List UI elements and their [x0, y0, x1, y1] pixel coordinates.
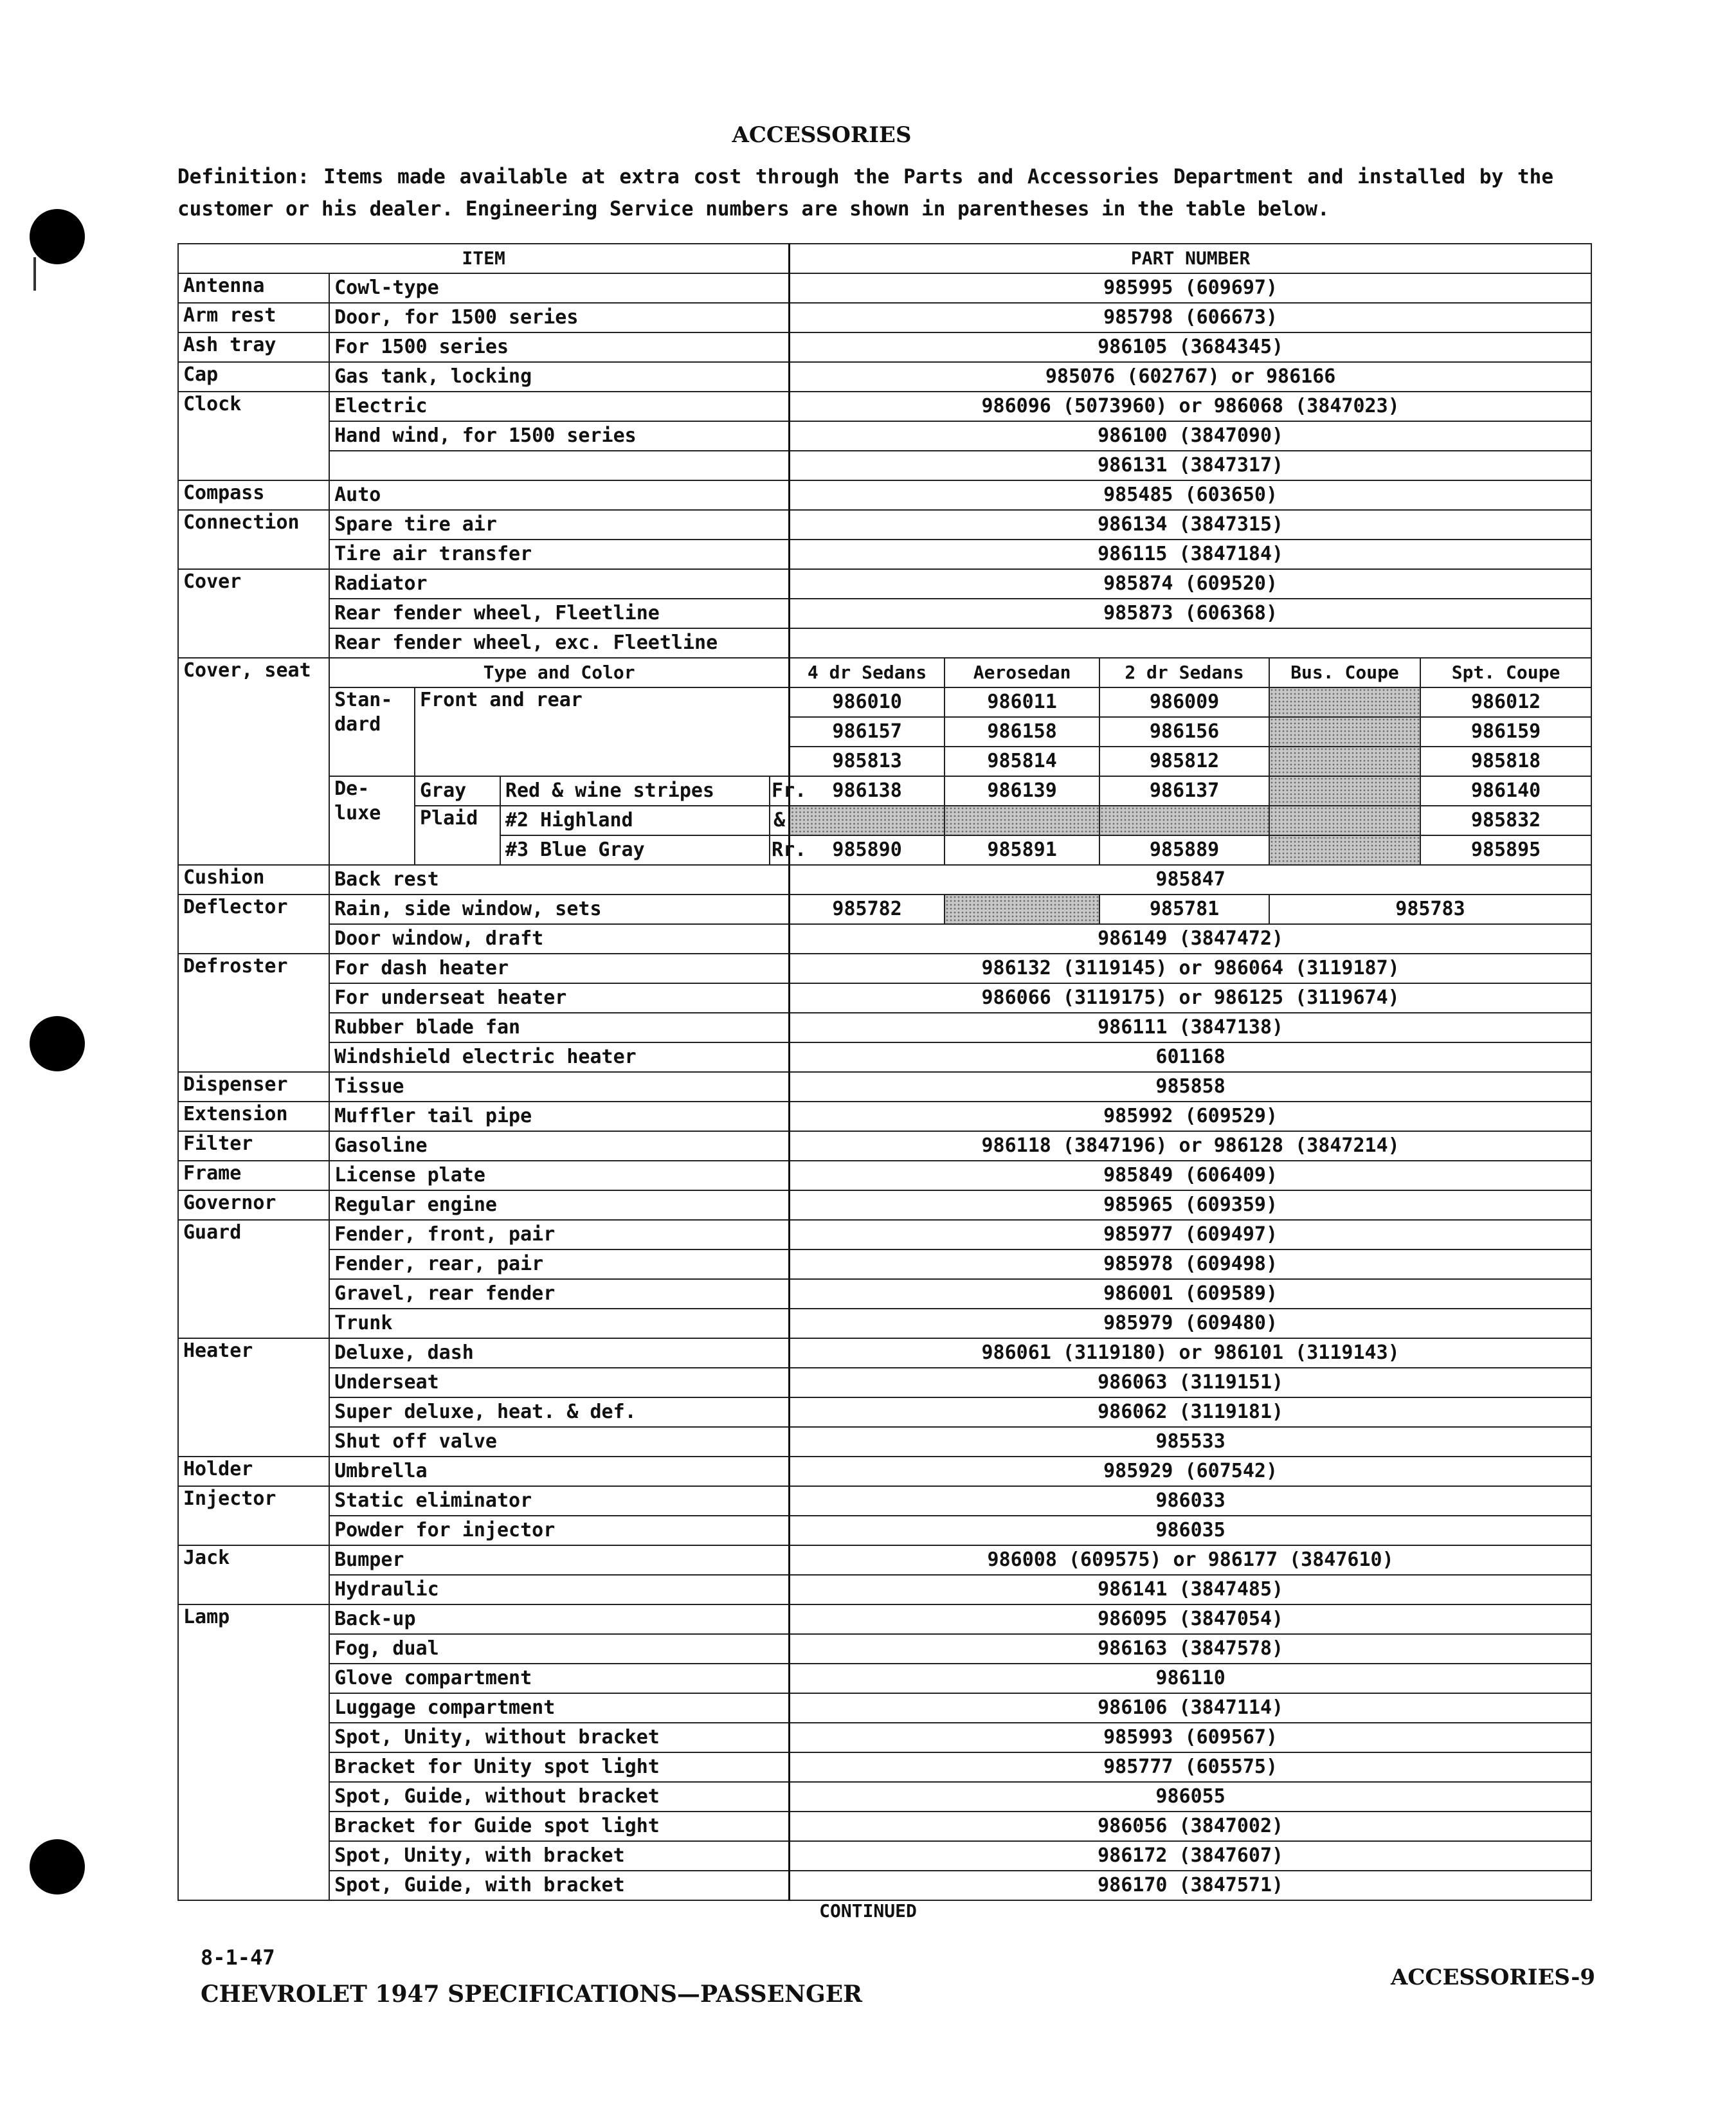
- part-number-cell: 985873 (606368): [790, 599, 1591, 628]
- shaded-cell: [1269, 687, 1420, 717]
- table-row: [178, 1397, 1591, 1427]
- item-description: Cowl-type: [329, 273, 790, 303]
- part-cell: 985818: [1420, 747, 1591, 776]
- part-number-cell: 986062 (3119181): [790, 1397, 1591, 1427]
- item-description: Muffler tail pipe: [329, 1102, 790, 1131]
- table-row: [178, 1841, 1591, 1871]
- table-row: [178, 392, 1591, 421]
- seat-cover-section: [178, 658, 1591, 954]
- part-number-cell: [790, 628, 1591, 658]
- category-cell: Arm rest: [178, 303, 329, 332]
- part-number-cell: 986134 (3847315): [790, 510, 1591, 540]
- item-description: Electric: [329, 392, 790, 421]
- item-description: Bracket for Unity spot light: [329, 1752, 790, 1782]
- item-description: Door, for 1500 series: [329, 303, 790, 332]
- item-description: Rear fender wheel, exc. Fleetline: [329, 628, 790, 658]
- category-cell: Dispenser: [178, 1072, 329, 1102]
- item-description: Gas tank, locking: [329, 362, 790, 392]
- item-description: Spot, Guide, with bracket: [329, 1871, 790, 1900]
- front-rear-label: Front and rear: [415, 687, 790, 776]
- part-number-cell: 986172 (3847607): [790, 1841, 1591, 1871]
- item-description: Gasoline: [329, 1131, 790, 1161]
- table-row: [178, 1693, 1591, 1723]
- table-row: [178, 1072, 1591, 1102]
- part-cell: 986158: [945, 717, 1099, 747]
- item-description: Deluxe, dash: [329, 1338, 790, 1368]
- table-row: [178, 1486, 1591, 1516]
- body-type-header: 2 dr Sedans: [1099, 658, 1269, 687]
- table-row: [178, 1279, 1591, 1309]
- item-description: Gravel, rear fender: [329, 1279, 790, 1309]
- category-cell: Ash tray: [178, 332, 329, 362]
- item-description: Radiator: [329, 569, 790, 599]
- category-cell: Antenna: [178, 273, 329, 303]
- shaded-cell: [790, 806, 945, 835]
- table-row: [178, 1664, 1591, 1693]
- table-row: [178, 1723, 1591, 1752]
- category-cell: Jack: [178, 1545, 329, 1604]
- item-description: Rear fender wheel, Fleetline: [329, 599, 790, 628]
- category-cell: Cushion: [178, 865, 329, 895]
- category-cell: Extension: [178, 1102, 329, 1131]
- table-row: [178, 1368, 1591, 1397]
- item-header: ITEM: [178, 244, 790, 273]
- part-number-cell: 985485 (603650): [790, 480, 1591, 510]
- item-description: Bumper: [329, 1545, 790, 1575]
- category-cell: Injector: [178, 1486, 329, 1545]
- part-number-cell: 986106 (3847114): [790, 1693, 1591, 1723]
- item-description: Spot, Unity, with bracket: [329, 1841, 790, 1871]
- table-row: [178, 540, 1591, 569]
- part-cell: 985781: [1099, 895, 1269, 924]
- item-description: Tire air transfer: [329, 540, 790, 569]
- table-row: [178, 1220, 1591, 1249]
- part-number-cell: 986131 (3847317): [790, 451, 1591, 480]
- type-and-color-header: Type and Color: [329, 658, 790, 687]
- seat-cover-row: [178, 776, 1591, 806]
- item-description: Back-up: [329, 1604, 790, 1634]
- item-description: Fender, rear, pair: [329, 1249, 790, 1279]
- part-cell: 986139: [945, 776, 1099, 806]
- table-row: [178, 303, 1591, 332]
- item-description: Regular engine: [329, 1190, 790, 1220]
- part-number-cell: 985777 (605575): [790, 1752, 1591, 1782]
- category-cell: Guard: [178, 1220, 329, 1338]
- definition-text: Definition: Items made available at extra cost through the Parts and Accessories Department and installed by the customer or his dealer. Engineering Service numbers are shown in parentheses in the table below.: [177, 165, 1553, 221]
- scan-mark: [33, 257, 36, 291]
- ampersand-label: &: [770, 806, 790, 835]
- footer-title: CHEVROLET 1947 SPECIFICATIONS—PASSENGER: [201, 1981, 863, 2008]
- table-row: [178, 1812, 1591, 1841]
- item-description: Hand wind, for 1500 series: [329, 421, 790, 451]
- table-row: [178, 1013, 1591, 1042]
- item-description: Tissue: [329, 1072, 790, 1102]
- table-row: [178, 1604, 1591, 1634]
- part-cell: 986012: [1420, 687, 1591, 717]
- part-cell: 985783: [1269, 895, 1591, 924]
- gray-label: Gray: [415, 776, 500, 806]
- table-row: [178, 983, 1591, 1013]
- part-cell: 986159: [1420, 717, 1591, 747]
- item-description: License plate: [329, 1161, 790, 1190]
- item-description: Spare tire air: [329, 510, 790, 540]
- part-number-cell: 986111 (3847138): [790, 1013, 1591, 1042]
- item-description: For dash heater: [329, 954, 790, 983]
- category-cell: Lamp: [178, 1604, 329, 1900]
- part-number-cell: 985978 (609498): [790, 1249, 1591, 1279]
- category-cell: Compass: [178, 480, 329, 510]
- table-row: [178, 1516, 1591, 1545]
- table-row: [178, 332, 1591, 362]
- accessories-table: [177, 243, 1592, 1901]
- part-number-cell: 986105 (3684345): [790, 332, 1591, 362]
- part-cell: 986010: [790, 687, 945, 717]
- category-cell: Cover, seat: [178, 658, 329, 865]
- table-row: [178, 1871, 1591, 1900]
- part-number-cell: 985533: [790, 1427, 1591, 1457]
- item-description: Door window, draft: [329, 924, 790, 954]
- table-body-b: [178, 954, 1591, 1900]
- part-cell: 986140: [1420, 776, 1591, 806]
- part-cell: 985890: [790, 835, 945, 865]
- item-description: Rubber blade fan: [329, 1013, 790, 1042]
- table-row: [178, 1190, 1591, 1220]
- part-number-cell: 986095 (3847054): [790, 1604, 1591, 1634]
- part-cell: 985812: [1099, 747, 1269, 776]
- part-cell: 986157: [790, 717, 945, 747]
- item-description: Back rest: [329, 865, 790, 895]
- category-cell: Holder: [178, 1457, 329, 1486]
- part-cell: 985891: [945, 835, 1099, 865]
- category-cell: Heater: [178, 1338, 329, 1457]
- item-description: Glove compartment: [329, 1664, 790, 1693]
- shaded-cell: [1269, 776, 1420, 806]
- part-cell: 985782: [790, 895, 945, 924]
- continued-label: CONTINUED: [819, 1900, 917, 1922]
- table-row: [178, 924, 1591, 954]
- table-row: [178, 1249, 1591, 1279]
- part-number-cell: 986141 (3847485): [790, 1575, 1591, 1604]
- table-row: [178, 1545, 1591, 1575]
- body-type-header: 4 dr Sedans: [790, 658, 945, 687]
- part-number-cell: 986061 (3119180) or 986101 (3119143): [790, 1338, 1591, 1368]
- item-description: Underseat: [329, 1368, 790, 1397]
- punch-hole-middle: [30, 1016, 85, 1071]
- shaded-cell: [945, 806, 1099, 835]
- part-number-cell: 985076 (602767) or 986166: [790, 362, 1591, 392]
- part-number-cell: 986163 (3847578): [790, 1634, 1591, 1664]
- part-cell: 985813: [790, 747, 945, 776]
- shaded-cell: [1269, 747, 1420, 776]
- part-number-cell: 601168: [790, 1042, 1591, 1072]
- table-row: [178, 1042, 1591, 1072]
- part-number-cell: 986066 (3119175) or 986125 (3119674): [790, 983, 1591, 1013]
- part-number-cell: 985992 (609529): [790, 1102, 1591, 1131]
- seat-cover-header-row: [178, 658, 1591, 687]
- red-wine-stripes-label: Red & wine stripes: [500, 776, 770, 806]
- item-description: Powder for injector: [329, 1516, 790, 1545]
- part-number-header: PART NUMBER: [790, 244, 1591, 273]
- table-body-a: [178, 273, 1591, 658]
- shaded-cell: [1269, 835, 1420, 865]
- table-row: [178, 895, 1591, 924]
- item-description: Super deluxe, heat. & def.: [329, 1397, 790, 1427]
- table-row: [178, 1634, 1591, 1664]
- deluxe-label: De-luxe: [329, 776, 415, 865]
- part-number-cell: 985847: [790, 865, 1591, 895]
- body-type-header: Aerosedan: [945, 658, 1099, 687]
- category-cell: Cap: [178, 362, 329, 392]
- part-number-cell: 986132 (3119145) or 986064 (3119187): [790, 954, 1591, 983]
- table-row: [178, 1131, 1591, 1161]
- body-type-header: Bus. Coupe: [1269, 658, 1420, 687]
- shaded-cell: [1099, 806, 1269, 835]
- item-description: Windshield electric heater: [329, 1042, 790, 1072]
- punch-hole-bottom: [30, 1839, 85, 1894]
- category-cell: Governor: [178, 1190, 329, 1220]
- blue-gray-label: #3 Blue Gray: [500, 835, 770, 865]
- table-row: [178, 1782, 1591, 1812]
- item-description: For underseat heater: [329, 983, 790, 1013]
- part-cell: 986137: [1099, 776, 1269, 806]
- table-row: [178, 273, 1591, 303]
- part-cell: 986011: [945, 687, 1099, 717]
- item-description: Hydraulic: [329, 1575, 790, 1604]
- part-number-cell: 986118 (3847196) or 986128 (3847214): [790, 1131, 1591, 1161]
- part-number-cell: 985993 (609567): [790, 1723, 1591, 1752]
- table-row: [178, 1575, 1591, 1604]
- part-number-cell: 986008 (609575) or 986177 (3847610): [790, 1545, 1591, 1575]
- revision-date: 8-1-47: [201, 1945, 275, 1970]
- part-number-cell: 986115 (3847184): [790, 540, 1591, 569]
- shaded-cell: [1269, 806, 1420, 835]
- part-number-cell: 985929 (607542): [790, 1457, 1591, 1486]
- item-description: Shut off valve: [329, 1427, 790, 1457]
- category-cell: Connection: [178, 510, 329, 569]
- table-header-row: [178, 244, 1591, 273]
- part-number-cell: 985874 (609520): [790, 569, 1591, 599]
- standard-label: Stan-dard: [329, 687, 415, 776]
- seat-cover-row: [178, 687, 1591, 717]
- fr-label: Fr.: [770, 776, 790, 806]
- part-number-cell: 986055: [790, 1782, 1591, 1812]
- table-row: [178, 510, 1591, 540]
- part-cell: 986156: [1099, 717, 1269, 747]
- punch-hole-top: [30, 209, 85, 264]
- item-description: Spot, Guide, without bracket: [329, 1782, 790, 1812]
- part-number-cell: 985858: [790, 1072, 1591, 1102]
- table-row: [178, 1338, 1591, 1368]
- item-description: Trunk: [329, 1309, 790, 1338]
- part-number-cell: 985977 (609497): [790, 1220, 1591, 1249]
- table-row: [178, 954, 1591, 983]
- part-number-cell: 985849 (606409): [790, 1161, 1591, 1190]
- category-cell: Deflector: [178, 895, 329, 954]
- part-number-cell: 986033: [790, 1486, 1591, 1516]
- part-number-cell: 986149 (3847472): [790, 924, 1591, 954]
- part-number-cell: 986100 (3847090): [790, 421, 1591, 451]
- page-title: ACCESSORIES: [732, 122, 912, 148]
- shaded-cell: [1269, 717, 1420, 747]
- table-row: [178, 451, 1591, 480]
- part-number-cell: 985979 (609480): [790, 1309, 1591, 1338]
- item-description: Rain, side window, sets: [329, 895, 790, 924]
- category-cell: Clock: [178, 392, 329, 480]
- part-number-cell: 986170 (3847571): [790, 1871, 1591, 1900]
- item-description: For 1500 series: [329, 332, 790, 362]
- part-number-cell: 985995 (609697): [790, 273, 1591, 303]
- table-row: [178, 599, 1591, 628]
- part-number-cell: 986001 (609589): [790, 1279, 1591, 1309]
- part-number-cell: 986110: [790, 1664, 1591, 1693]
- item-description: Fender, front, pair: [329, 1220, 790, 1249]
- part-number-cell: 986056 (3847002): [790, 1812, 1591, 1841]
- category-cell: Frame: [178, 1161, 329, 1190]
- table-row: [178, 569, 1591, 599]
- part-number-cell: 986096 (5073960) or 986068 (3847023): [790, 392, 1591, 421]
- table-row: [178, 1457, 1591, 1486]
- item-description: Umbrella: [329, 1457, 790, 1486]
- part-number-cell: 985965 (609359): [790, 1190, 1591, 1220]
- plaid-label: Plaid: [415, 806, 500, 865]
- table-row: [178, 1427, 1591, 1457]
- table-row: [178, 1309, 1591, 1338]
- item-description: Static eliminator: [329, 1486, 790, 1516]
- part-cell: 985889: [1099, 835, 1269, 865]
- table-row: [178, 1161, 1591, 1190]
- shaded-cell: [945, 895, 1099, 924]
- item-description: [329, 451, 790, 480]
- part-cell: 985895: [1420, 835, 1591, 865]
- table-row: [178, 1752, 1591, 1782]
- item-description: Spot, Unity, without bracket: [329, 1723, 790, 1752]
- part-number-cell: 986035: [790, 1516, 1591, 1545]
- part-number-cell: 986063 (3119151): [790, 1368, 1591, 1397]
- category-cell: Cover: [178, 569, 329, 658]
- table-row: [178, 362, 1591, 392]
- part-cell: 985814: [945, 747, 1099, 776]
- rr-label: Rr.: [770, 835, 790, 865]
- table-row: [178, 865, 1591, 895]
- part-cell: 985832: [1420, 806, 1591, 835]
- part-cell: 986009: [1099, 687, 1269, 717]
- item-description: Bracket for Guide spot light: [329, 1812, 790, 1841]
- table-row: [178, 1102, 1591, 1131]
- item-description: Auto: [329, 480, 790, 510]
- table-row: [178, 628, 1591, 658]
- table-row: [178, 421, 1591, 451]
- category-cell: Defroster: [178, 954, 329, 1072]
- body-type-header: Spt. Coupe: [1420, 658, 1591, 687]
- table-row: [178, 480, 1591, 510]
- part-number-cell: 985798 (606673): [790, 303, 1591, 332]
- highland-label: #2 Highland: [500, 806, 770, 835]
- page-number: ACCESSORIES-9: [1390, 1965, 1595, 1990]
- part-cell: 986138: [790, 776, 945, 806]
- item-description: Luggage compartment: [329, 1693, 790, 1723]
- category-cell: Filter: [178, 1131, 329, 1161]
- item-description: Fog, dual: [329, 1634, 790, 1664]
